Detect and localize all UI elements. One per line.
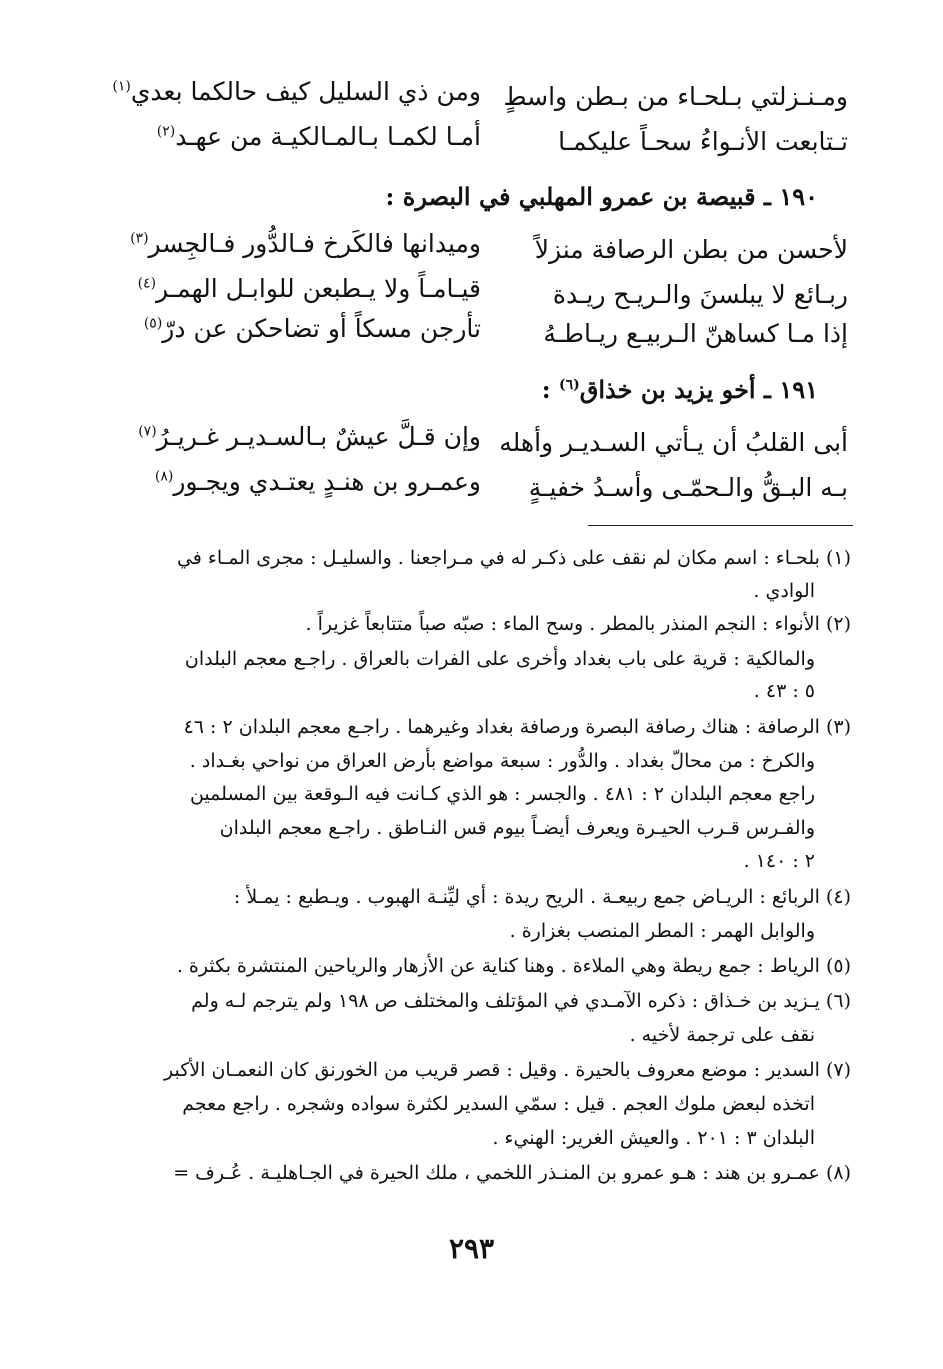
footnote-line: (٣) الرصافة : هناك رصافة البصرة ورصافة بغداد وغيرهما . راجـع معجم البلدان ٢ : ٤٦ — [183, 716, 851, 738]
verse-2-first-hemistich: تـتابعت الأنـواءُ سحـاً عليكمـا — [558, 127, 848, 156]
footnote-ref-4: (٤) — [137, 275, 157, 292]
footnote-ref-5: (٥) — [143, 315, 163, 332]
verse-190-1-second-text: وميدانها فالكَرخ فـالدُّور فـالجِسر — [148, 229, 481, 258]
footnote-line: والفـرس قـرب الحيـرة ويعرف أيضـاً بيوم قس النـاطق . راجـع معجم البلدان — [219, 817, 815, 839]
verse-190-2-first: ربـائع لا يبلسنَ والـريـح ريـدة — [552, 280, 848, 309]
verse-190-3-second — [144, 316, 481, 341]
footnote-line: والكرخ : من محالّ بغداد . والدُّور : سبعة مواضع بأرض العراق من نواحي بغـداد . — [189, 750, 815, 772]
footnote-line: نقف على ترجمة لأخيه . — [629, 1024, 815, 1046]
verse-191-2-second-text: وعمـرو بن هنـدٍ يعتـدي ويجـور — [173, 467, 481, 496]
footnote-line: راجع معجم البلدان ٢ : ٤٨١ . والجسر : هو الذي كـانت فيه الـوقعة بين المسلمين — [189, 783, 815, 805]
verse-2-second-text: أمـا لكمـا بـالمـالكيـة من عهـد — [175, 122, 481, 151]
page-number: ٢٩٣ — [448, 1232, 495, 1265]
verse-190-1-second — [130, 231, 481, 256]
footnote-ref-2: (٢) — [156, 123, 176, 140]
verse-1-second-text: ومن ذي السليل كيف حالكما بعدي — [130, 77, 481, 106]
footnote-ref-3: (٣) — [130, 230, 149, 247]
footnote-line: (١) بلحـاء : اسم مكان لم نقف على ذكـر له في مـراجعنا . والسليـل : مجرى المـاء في — [176, 547, 851, 569]
section-191-text: ١٩١ ـ أخو يزيد بن خذاق — [579, 375, 818, 404]
verse-190-2-second-text: قيـامـاً ولا يـطبعن للوابـل الهمـر — [156, 274, 481, 303]
verse-190-3-first: إذا مـا كساهنّ الـربيـع ريـاطـهُ — [543, 319, 848, 348]
footnote-ref-7: (٧) — [138, 423, 157, 440]
footnote-ref-6: (٦) — [558, 377, 580, 393]
verse-191-1-second-text: وإن قـلَّ عيشٌ بـالسـديـر غـريـرُ — [156, 422, 481, 451]
footnote-ref-8: (٨) — [154, 468, 174, 485]
footnote-line: (٤) الربائع : الريـاض جمع ربيعـة . الريح ريدة : أي ليِّنـة الهبوب . ويـطبع : يمـلأ : — [233, 886, 851, 908]
verse-190-1-first: لأحسن من بطن الرصافة منزلاً — [534, 235, 848, 264]
footnote-line: (٨) عمـرو بن هند : هـو عمرو بن المنـذر اللخمي ، ملك الحيرة في الجـاهليـة . عُـرف = — [173, 1162, 851, 1184]
footnote-line: (٥) الرياط : جمع ريطة وهي الملاءة . وهنا كناية عن الأزهار والرياحين المنتشرة بكثرة . — [176, 955, 851, 977]
verse-191-1-first: أبى القلبُ أن يـأتي السـديـر وأهله — [499, 428, 848, 457]
verse-190-2-second — [138, 276, 481, 301]
footnote-line: اتخذه لبعض ملوك العجم . قيل : سمّي السدير لكثرة سواده وشجره . راجع معجم — [182, 1093, 815, 1115]
footnote-line: والوابل الهمر : المطر المنصب بغزارة . — [509, 920, 815, 942]
section-191-colon: : — [541, 375, 551, 404]
section-heading-190: ١٩٠ ـ قبيصة بن عمرو المهلبي في البصرة : — [385, 182, 818, 211]
footnote-line: (٦) يـزيد بن خـذاق : ذكره الآمـدي في المؤتلف والمختلف ص ١٩٨ ولم يترجم لـه ولم — [191, 990, 851, 1012]
footnote-line: ٢ : ١٤٠ . — [743, 850, 815, 872]
footnote-ref-1: (١) — [112, 78, 131, 95]
section-heading-191 — [542, 375, 818, 404]
verse-191-1-second — [138, 424, 481, 449]
verse-190-3-second-text: تأرجن مسكاً أو تضاحكن عن درّ — [162, 314, 481, 343]
verse-191-2-second — [155, 469, 481, 494]
verse-1-second-hemistich — [112, 79, 481, 104]
verse-2-second-hemistich — [157, 124, 481, 149]
footnote-line: ٥ : ٤٣ . — [753, 680, 815, 702]
footnote-separator — [588, 525, 853, 526]
footnote-line: والمالكية : قرية على باب بغداد وأخرى على الفرات بالعراق . راجـع معجم البلدان — [184, 648, 815, 670]
verse-1-first-hemistich: ومـنـزلتي بـلحـاء من بـطن واسطٍ — [503, 82, 848, 111]
footnote-line: البلدان ٣ : ٢٠١ . والعيش الغرير: الهنيء . — [492, 1127, 815, 1149]
footnote-line: الوادي . — [753, 580, 815, 602]
footnote-line: (٢) الأنواء : النجم المنذر بالمطر . وسح الماء : صبّه صباً متتابعاً غزيراً . — [305, 613, 851, 635]
verse-191-2-first: بـه البـقُّ والـحمّـى وأسـدُ خفيـةٍ — [528, 473, 848, 502]
footnote-line: (٧) السدير : موضع معروف بالحيرة . وقيل : قصر قريب من الخورنق كان النعمـان الأكبر — [164, 1059, 851, 1081]
